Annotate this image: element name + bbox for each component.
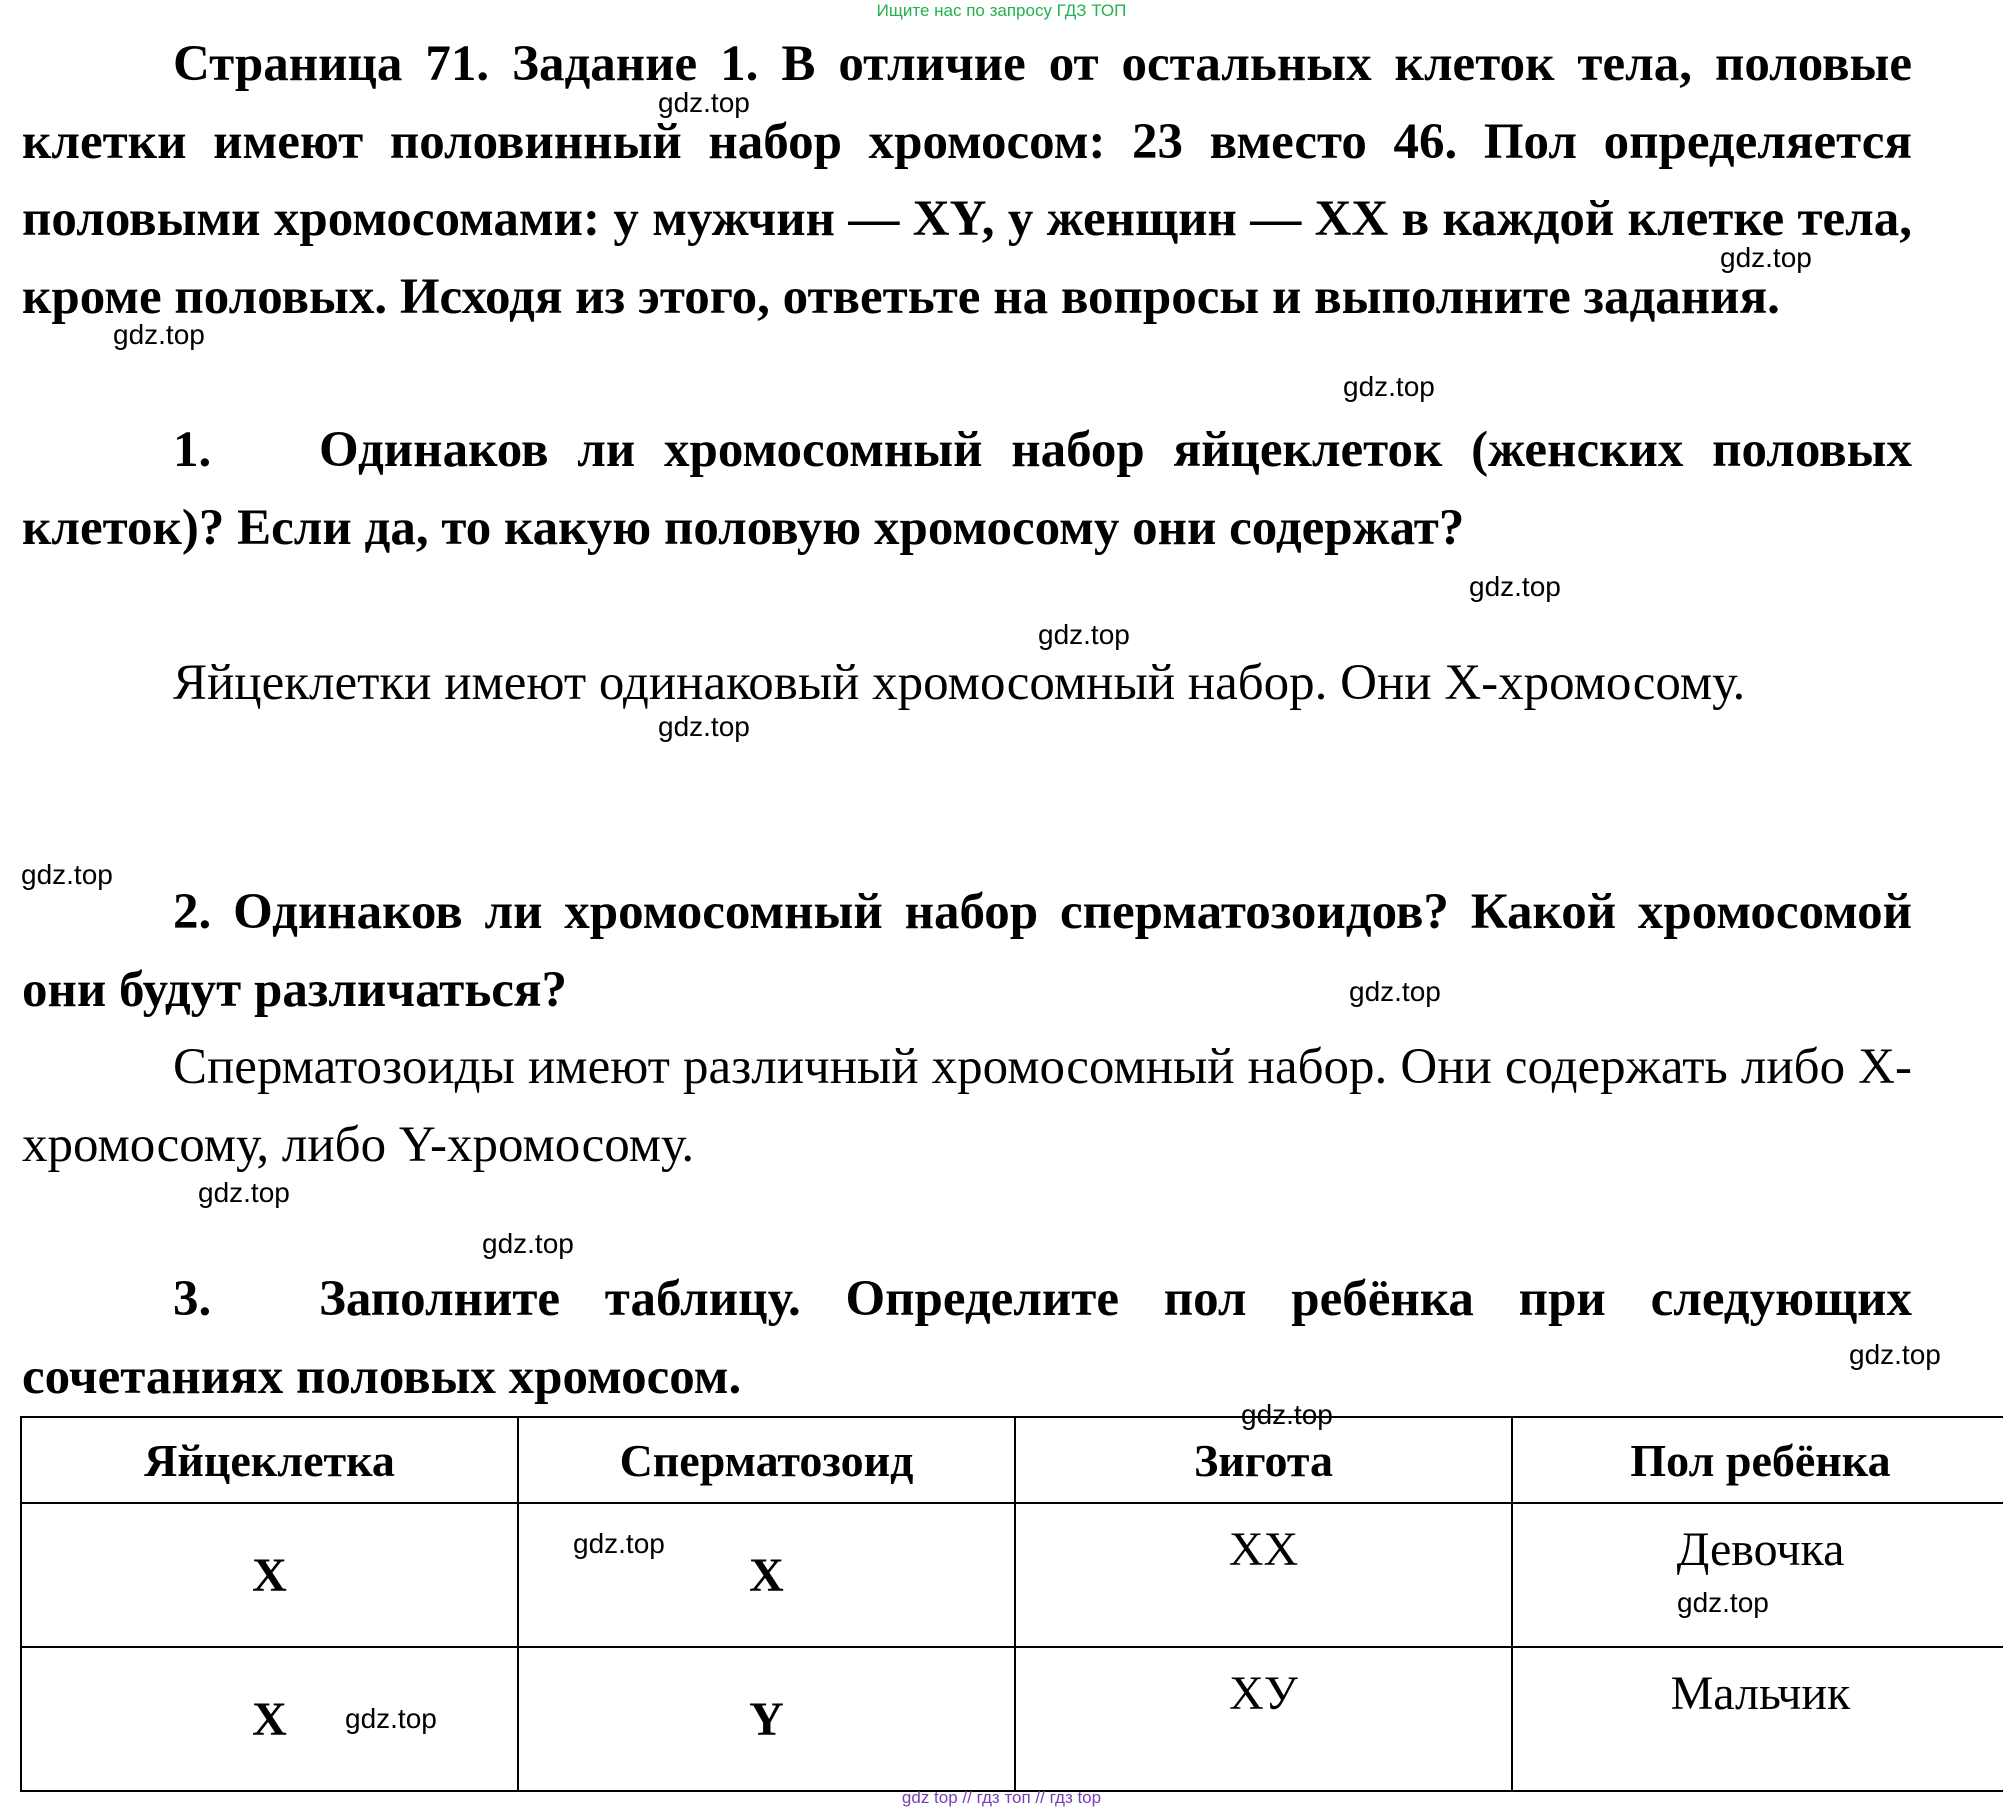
watermark: gdz.top xyxy=(198,1177,290,1208)
question-3-number: 3. xyxy=(173,1271,212,1327)
watermark: gdz.top xyxy=(1677,1587,1769,1618)
watermark: gdz.top xyxy=(658,711,750,742)
bottom-banner: gdz top // гдз топ // гдз top xyxy=(901,1788,1102,1807)
watermark: gdz.top xyxy=(1038,619,1130,650)
watermark: gdz.top xyxy=(482,1228,574,1259)
question-2-text: 2. Одинаков ли хромосомный набор сперматозоидов? Какой хромосомой они будут различаться? xyxy=(22,884,1913,1018)
watermark: gdz.top xyxy=(1343,371,1435,402)
cell-sperm: Y xyxy=(518,1647,1015,1791)
header-egg: Яйцеклетка xyxy=(21,1417,518,1503)
answer-2 xyxy=(22,1029,1912,1184)
top-banner: Ищите нас по запросу ГДЗ ТОП xyxy=(876,1,1127,20)
question-1-number: 1. xyxy=(173,422,212,478)
watermark: gdz.top xyxy=(1241,1399,1333,1430)
watermark: gdz.top xyxy=(658,87,750,118)
watermark: gdz.top xyxy=(1469,571,1561,602)
header-child-sex: Пол ребёнка xyxy=(1512,1417,2003,1503)
watermark: gdz.top xyxy=(345,1703,437,1734)
cell-child-sex: Мальчик xyxy=(1512,1647,2003,1791)
question-3-text: 3. Заполните таблицу. Определите пол ребёнка при следующих сочетаниях половых хромосом. xyxy=(22,1261,1912,1416)
question-2-number: 2. xyxy=(173,884,212,940)
cell-child-sex: Девочка xyxy=(1512,1503,2003,1647)
question-2 xyxy=(22,874,1912,1029)
cell-zygote: XX xyxy=(1015,1503,1512,1647)
cell-sperm: X xyxy=(518,1503,1015,1647)
intro-paragraph xyxy=(22,26,1912,336)
header-zygote: Зигота xyxy=(1015,1417,1512,1503)
intro-text: Страница 71. Задание 1. В отличие от остальных клеток тела, половые клетки имеют половинный набор хромосом: 23 вместо 46. Пол определяется половыми хромосомами: у мужчин — XY, у женщин — XX в каждой клетке тела, кроме половых. Исходя из этого, ответьте на вопросы и выполните задания. xyxy=(22,36,1912,325)
watermark: gdz.top xyxy=(573,1528,665,1559)
cell-egg: X xyxy=(21,1647,518,1791)
question-1-text: 1. Одинаков ли хромосомный набор яйцеклеток (женских половых клеток)? Если да, то какую половую хромосому они содержат? xyxy=(22,412,1912,567)
cell-egg: X xyxy=(21,1503,518,1647)
header-sperm: Сперматозоид xyxy=(518,1417,1015,1503)
table-header-row xyxy=(21,1417,2003,1503)
question-3 xyxy=(22,1261,1912,1416)
watermark: gdz.top xyxy=(1849,1339,1941,1370)
table-row xyxy=(21,1647,2003,1791)
table-row xyxy=(21,1503,2003,1647)
question-1 xyxy=(22,412,1912,567)
watermark: gdz.top xyxy=(113,319,205,350)
watermark: gdz.top xyxy=(1349,976,1441,1007)
answer-1 xyxy=(22,645,1912,723)
answer-2-text: Сперматозоиды имеют различный хромосомный набор. Они содержать либо X-хромосому, либо Y-хромосому. xyxy=(22,1039,1912,1173)
watermark: gdz.top xyxy=(21,859,113,890)
answer-1-text: Яйцеклетки имеют одинаковый хромосомный набор. Они X-хромосому. xyxy=(173,655,1746,711)
cell-zygote: XУ xyxy=(1015,1647,1512,1791)
watermark: gdz.top xyxy=(1720,242,1812,273)
